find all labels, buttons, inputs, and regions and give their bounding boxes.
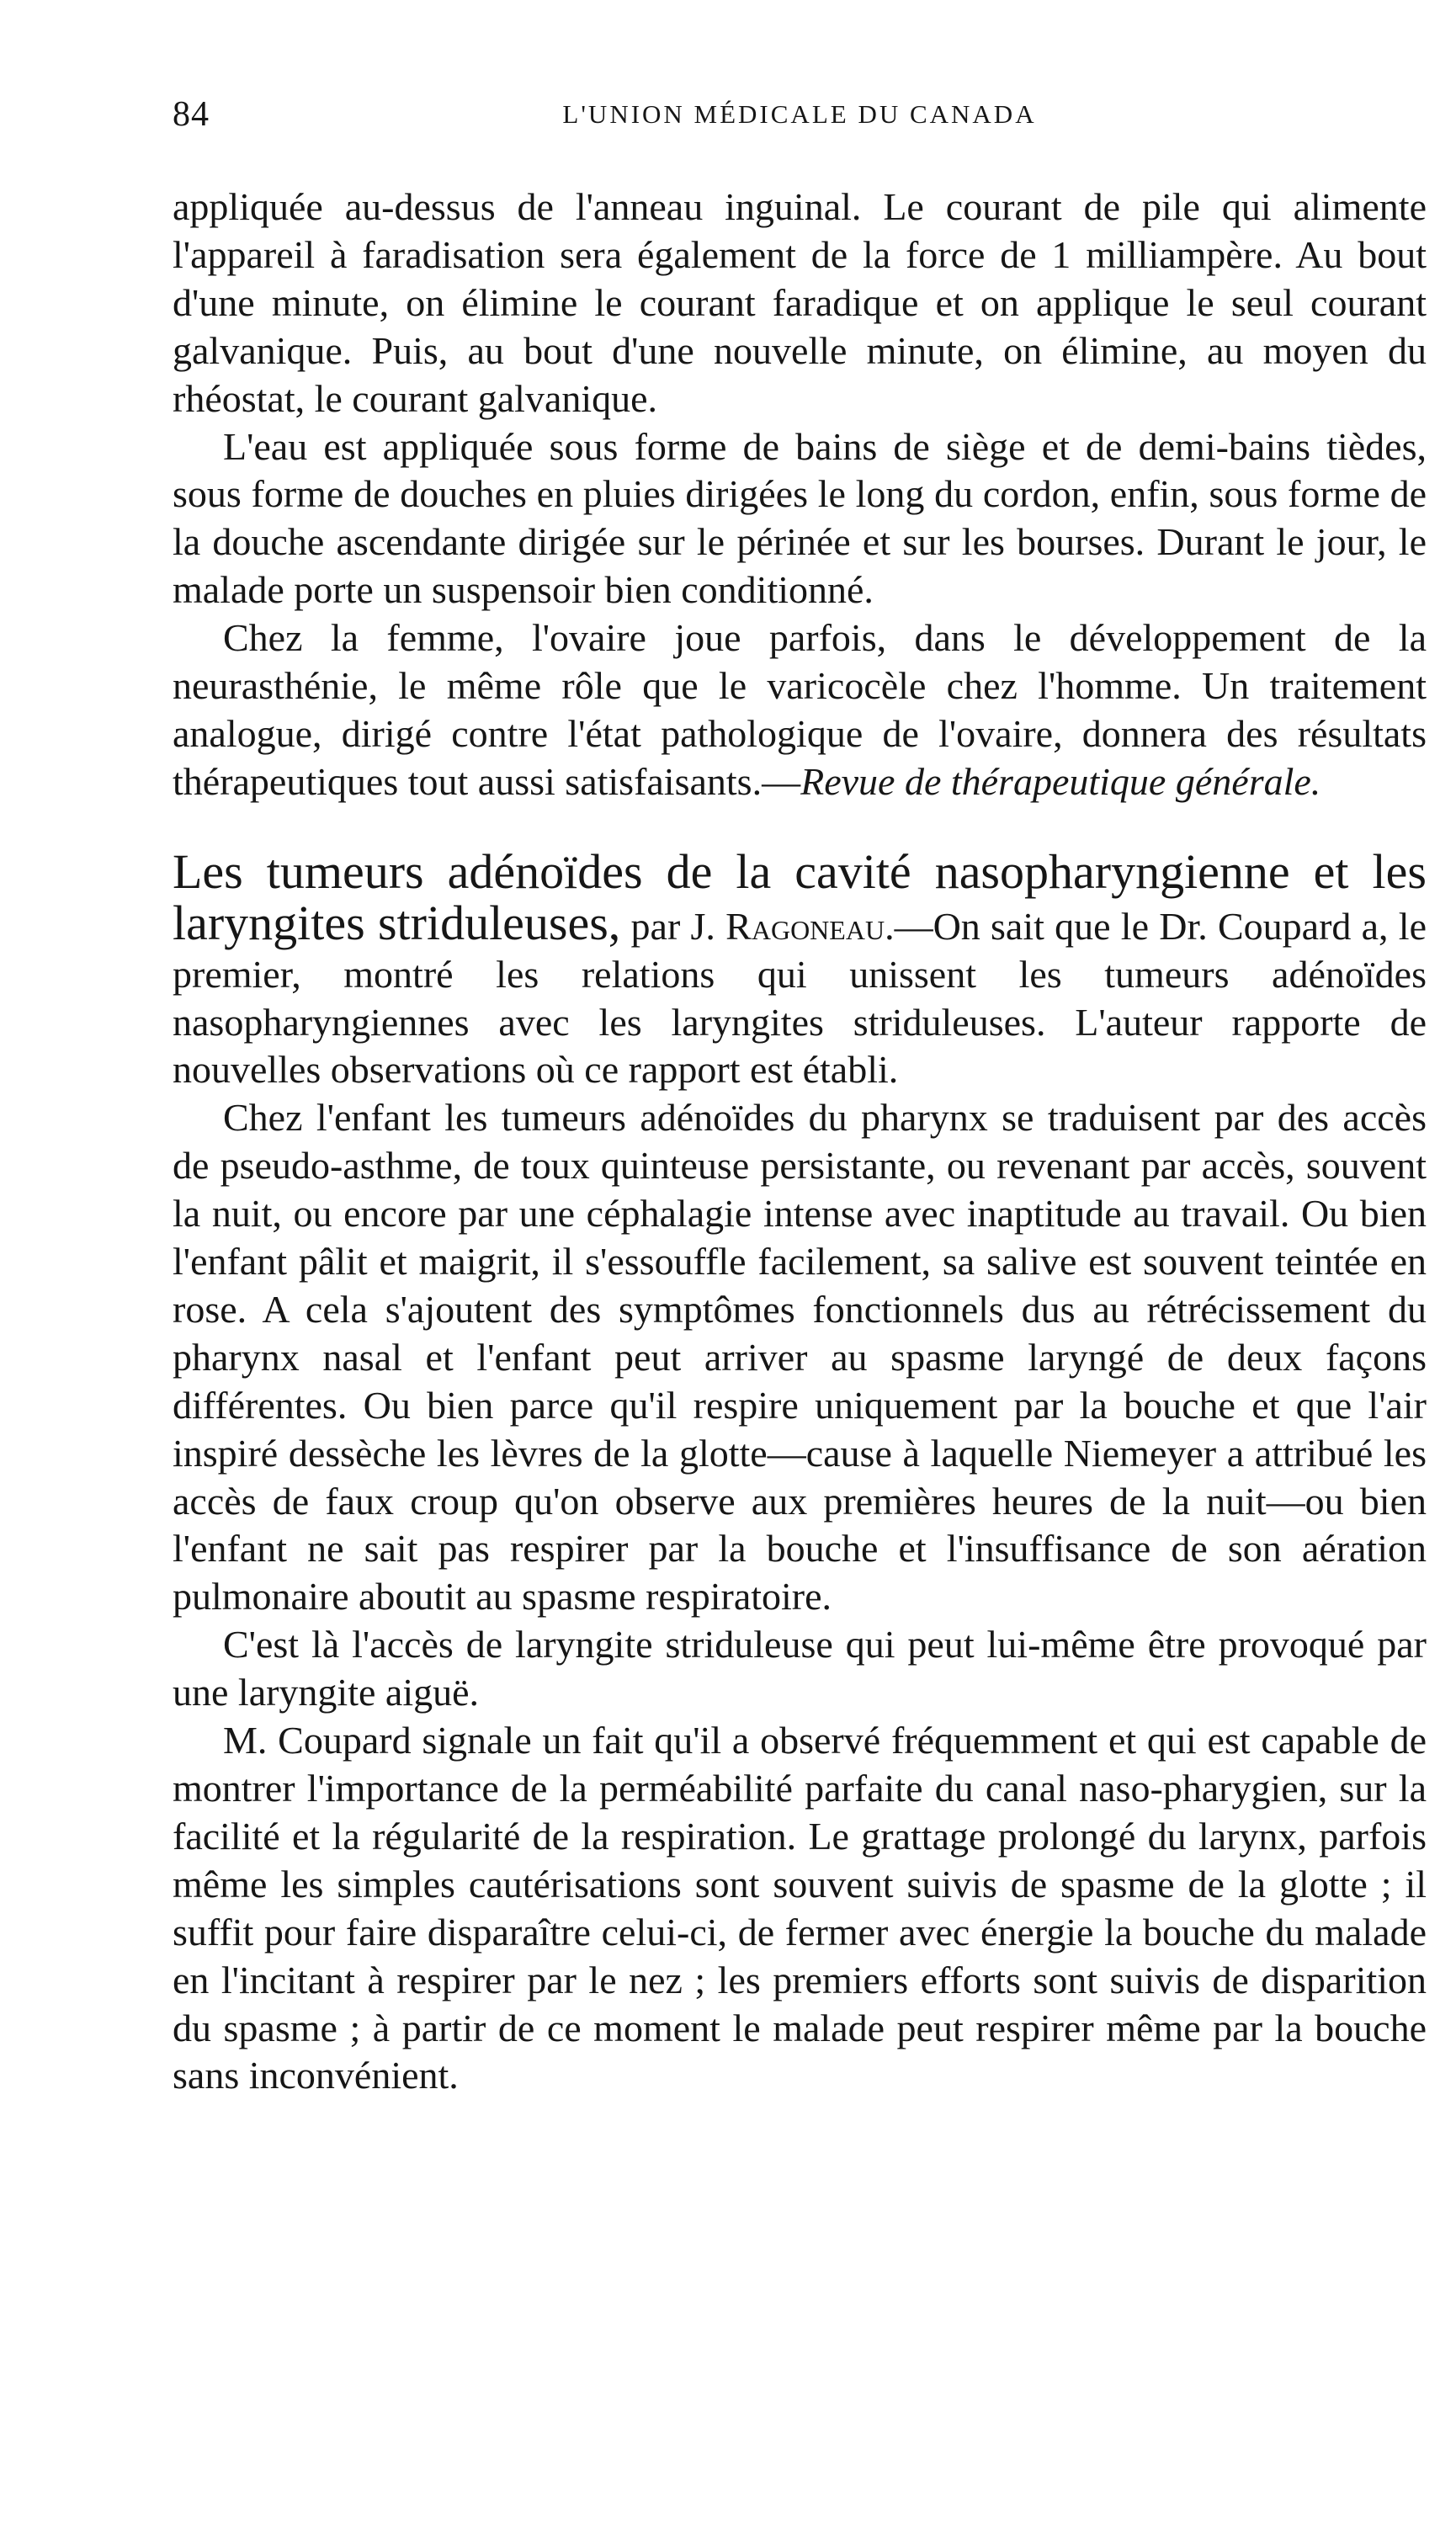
paragraph: [173, 614, 1427, 806]
article-author: Ragoneau: [725, 904, 885, 948]
page-header: [173, 94, 1427, 145]
paragraph: Chez l'enfant les tumeurs adénoïdes du pharynx se traduisent par des accès de pseudo-asthme, de toux quinteuse persistante, ou revenant par accès, souvent la nuit, ou encore par une céphalagie intense avec inaptitude au travail. Ou bien l'enfant pâlit et maigrit, il s'essouffle facilement, sa salive est souvent teintée en rose. A cela s'ajoutent des symptômes fonctionnels dus au rétrécissement du pharynx nasal et l'enfant peut arriver au spasme laryngé de deux façons différentes. Ou bien parce qu'il respire uniquement par la bouche et que l'air inspiré dessèche les lèvres de la glotte—cause à laquelle Niemeyer a attribué les accès de faux croup qu'on observe aux premières heures de la nuit—ou bien l'enfant ne sait pas respirer par la bouche et l'insuffisance de son aération pulmonaire aboutit au spasme respiratoire.: [173, 1096, 1427, 1619]
page-number: 84: [173, 95, 210, 134]
article-intro: .—On sait que le Dr. Coupard a, le premier, montré les relations qui unissent les tumeurs adénoïdes nasopharyngiennes avec les laryngites striduleuses. L'auteur rapporte de nouvelles observations où ce rapport est établi.: [173, 904, 1427, 1092]
paragraph: appliquée au-dessus de l'anneau inguinal. Le courant de pile qui alimente l'appareil à faradisation sera également de la force de 1 milliampère. Au bout d'une minute, on élimine le courant faradique et on applique le seul courant galvanique. Puis, au bout d'une nouvelle minute, on élimine, au moyen du rhéostat, le courant galvanique.: [173, 185, 1427, 420]
body-text: [173, 183, 1427, 2100]
article-heading-paragraph: [173, 843, 1427, 1095]
paragraph-text: Chez la femme, l'ovaire joue parfois, dans le développement de la neurasthénie, le même rôle que le varicocèle chez l'homme. Un traitement analogue, dirigé contre l'état pathologique de l'ovaire, donnera des résultats thérapeutiques tout aussi satisfaisants.—: [173, 616, 1427, 803]
paragraph: M. Coupard signale un fait qu'il a observé fréquemment et qui est capable de montrer l'importance de la perméabilité parfaite du canal naso-pharygien, sur la facilité et la régularité de la respiration. Le grattage prolongé du larynx, parfois même les simples cautérisations sont souvent suivis de spasme de la glotte ; il suffit pour faire disparaître celui-ci, de fermer avec énergie la bouche du malade en l'incitant à respirer par le nez ; les premiers efforts sont suivis de disparition du spasme ; à partir de ce moment le malade peut respirer même par la bouche sans inconvénient.: [173, 1719, 1427, 2097]
article-title: Les tumeurs adénoïdes de la cavité nasopharyngienne et les laryngites striduleuses,: [173, 843, 1427, 950]
byline-prefix: par J.: [620, 904, 726, 948]
paragraph: L'eau est appliquée sous forme de bains de siège et de demi-bains tièdes, sous forme de douches en pluies dirigées le long du cordon, enfin, sous forme de la douche ascendante dirigée sur le périnée et sur les bourses. Durant le jour, le malade porte un suspensoir bien conditionné.: [173, 424, 1427, 612]
paragraph: C'est là l'accès de laryngite striduleuse qui peut lui-même être provoqué par une laryngite aiguë.: [173, 1623, 1427, 1714]
source-citation: Revue de thérapeutique générale.: [800, 759, 1321, 803]
running-head: L'UNION MÉDICALE DU CANADA: [562, 99, 1037, 129]
